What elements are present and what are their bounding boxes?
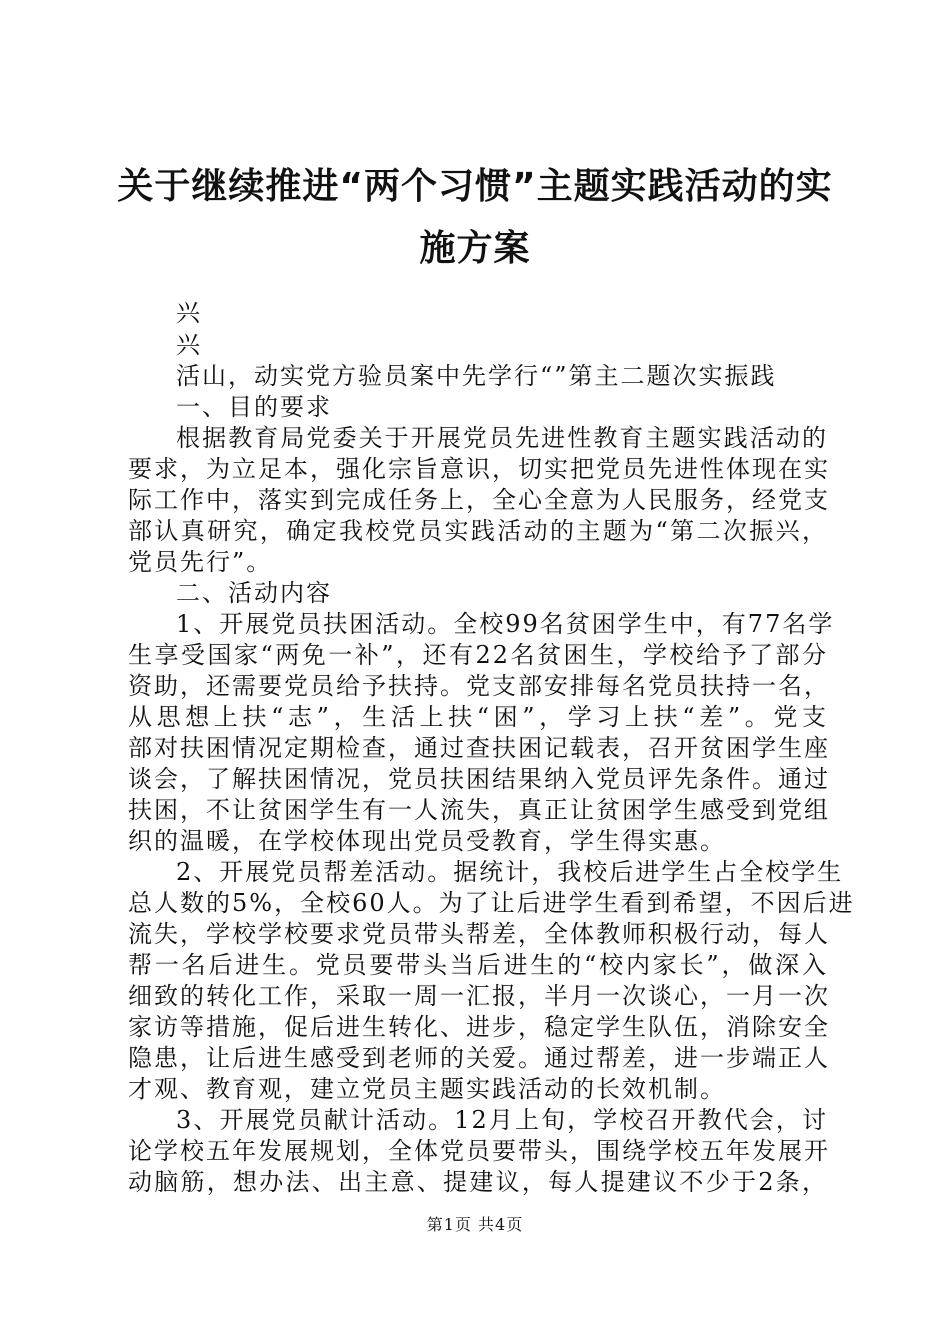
body-line: 活山，动实党方验员案中先学行“”第主二题次实振践	[176, 362, 777, 390]
body-line: 资助，还需要党员给予扶持。党支部安排每名党员扶持一名，	[128, 672, 830, 700]
body-line: 2、开展党员帮差活动。据统计，我校后进学生占全校学生	[176, 858, 844, 886]
body-line: 帮一名后进生。党员要带头当后进生的“校内家长”，做深入	[128, 951, 828, 979]
body-line: 从思想上扶“志”，生活上扶“困”，学习上扶“差”。党支	[128, 703, 828, 731]
body-line: 1、开展党员扶困活动。全校99名贫困学生中，有77名学	[176, 610, 835, 638]
body-line: 总人数的5%，全校60人。为了让后进学生看到希望，不因后进	[128, 889, 855, 917]
page-footer: 第1页 共4页	[426, 1215, 524, 1234]
body-line: 论学校五年发展规划，全体党员要带头，围绕学校五年发展开	[128, 1137, 830, 1165]
body-line: 才观、教育观，建立党员主题实践活动的长效机制。	[128, 1075, 726, 1103]
body-line: 家访等措施，促后进生转化、进步，稳定学生队伍，消除安全	[128, 1013, 830, 1041]
document-title-line-2: 施方案	[419, 228, 531, 269]
section-heading: 二、活动内容	[176, 579, 332, 607]
body-line: 际工作中，落实到完成任务上，全心全意为人民服务，经党支	[128, 486, 830, 514]
body-line: 生享受国家“两免一补”，还有22名贫困生，学校给予了部分	[128, 641, 828, 669]
body-line: 织的温暖，在学校体现出党员受教育，学生得实惠。	[128, 827, 726, 855]
document-title-line-1: 关于继续推进“两个习惯”主题实践活动的实	[117, 166, 833, 207]
body-line: 细致的转化工作，采取一周一汇报，半月一次谈心，一月一次	[128, 982, 830, 1010]
body-line: 隐患，让后进生感受到老师的关爱。通过帮差，进一步端正人	[128, 1044, 830, 1072]
body-line: 党员先行”。	[128, 548, 273, 576]
body-line: 扶困，不让贫困学生有一人流失，真正让贫困学生感受到党组	[128, 796, 830, 824]
section-heading: 一、目的要求	[176, 393, 332, 421]
body-line: 3、开展党员献计活动。12月上旬，学校召开教代会，讨	[176, 1106, 828, 1134]
body-line: 部认真研究，确定我校党员实践活动的主题为“第二次振兴，	[128, 517, 828, 545]
body-line: 流失，学校学校要求党员带头帮差，全体教师积极行动，每人	[128, 920, 830, 948]
body-line: 兴	[176, 299, 202, 327]
body-line: 谈会，了解扶困情况，党员扶困结果纳入党员评先条件。通过	[128, 765, 830, 793]
body-line: 根据教育局党委关于开展党员先进性教育主题实践活动的	[176, 424, 828, 452]
body-line: 部对扶困情况定期检查，通过查扶困记载表，召开贫困学生座	[128, 734, 830, 762]
body-line: 动脑筋，想办法、出主意、提建议，每人提建议不少于2条，	[128, 1168, 828, 1196]
body-line: 要求，为立足本，强化宗旨意识，切实把党员先进性体现在实	[128, 455, 830, 483]
body-line: 兴	[176, 331, 202, 359]
